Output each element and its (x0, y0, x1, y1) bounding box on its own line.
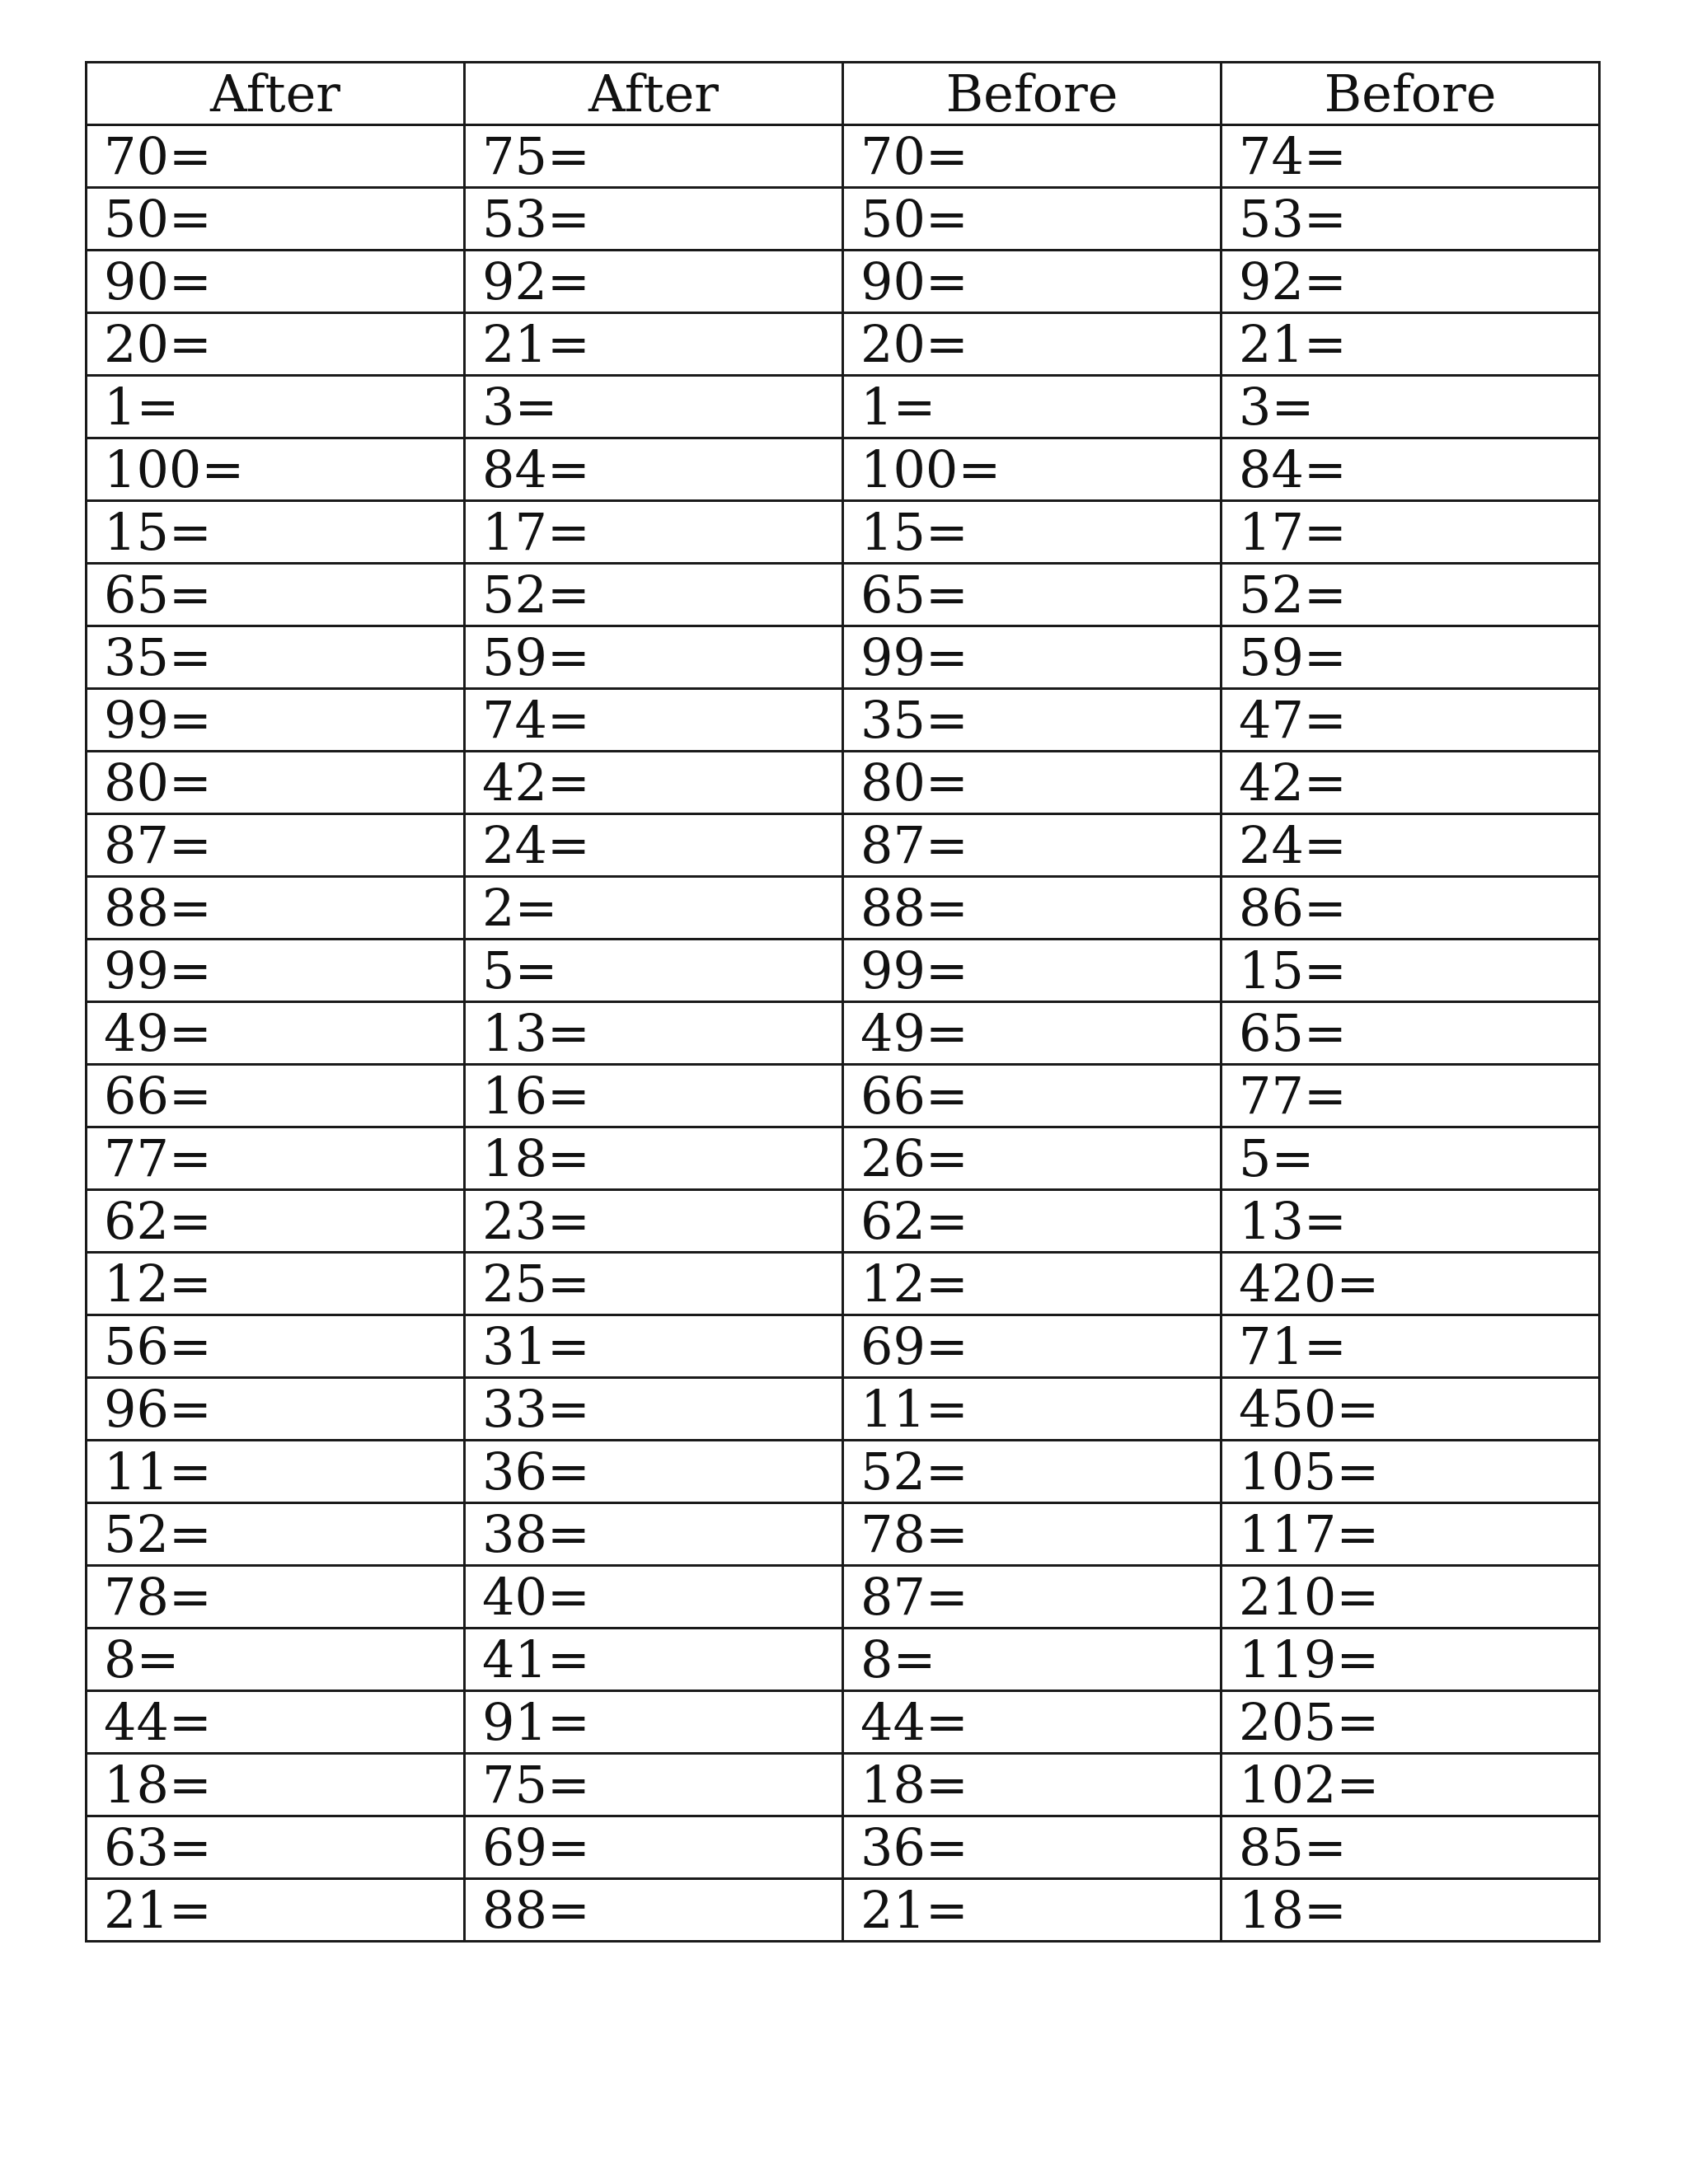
table-cell: 59= (465, 626, 843, 689)
table-cell: 86= (1221, 877, 1600, 940)
table-row (87, 940, 1600, 1002)
table-cell: 53= (465, 188, 843, 251)
table-cell: 65= (843, 564, 1221, 626)
table-cell: 450= (1221, 1378, 1600, 1441)
table-row (87, 188, 1600, 251)
table-cell: 66= (87, 1065, 465, 1127)
table-cell: 41= (465, 1629, 843, 1691)
table-cell: 8= (87, 1629, 465, 1691)
table-row (87, 1629, 1600, 1691)
table-cell: 50= (87, 188, 465, 251)
table-cell: 5= (465, 940, 843, 1002)
table-cell: 5= (1221, 1127, 1600, 1190)
table-cell: 100= (87, 438, 465, 501)
table-cell: 99= (87, 689, 465, 752)
table-cell: 210= (1221, 1566, 1600, 1629)
table-row (87, 814, 1600, 877)
table-cell: 100= (843, 438, 1221, 501)
table-cell: 24= (1221, 814, 1600, 877)
table-cell: 74= (465, 689, 843, 752)
table-cell: 26= (843, 1127, 1221, 1190)
table-cell: 36= (465, 1441, 843, 1503)
table-row (87, 1816, 1600, 1879)
table-cell: 96= (87, 1378, 465, 1441)
table-cell: 71= (1221, 1315, 1600, 1378)
table-cell: 63= (87, 1816, 465, 1879)
table-cell: 23= (465, 1190, 843, 1253)
table-row (87, 689, 1600, 752)
table-cell: 12= (87, 1253, 465, 1315)
table-row (87, 1190, 1600, 1253)
table-cell: 18= (87, 1754, 465, 1816)
table-row (87, 1315, 1600, 1378)
table-cell: 20= (87, 313, 465, 376)
table-cell: 50= (843, 188, 1221, 251)
table-header (87, 63, 1600, 125)
table-cell: 90= (843, 251, 1221, 313)
table-cell: 87= (843, 1566, 1221, 1629)
table-cell: 38= (465, 1503, 843, 1566)
table-cell: 47= (1221, 689, 1600, 752)
table-cell: 17= (1221, 501, 1600, 564)
table-cell: 84= (1221, 438, 1600, 501)
table-cell: 74= (1221, 125, 1600, 188)
table-cell: 70= (843, 125, 1221, 188)
table-cell: 90= (87, 251, 465, 313)
table-row (87, 1691, 1600, 1754)
table-row (87, 1566, 1600, 1629)
table-row (87, 1065, 1600, 1127)
column-header: After (465, 63, 843, 125)
table-cell: 49= (87, 1002, 465, 1065)
table-cell: 78= (87, 1566, 465, 1629)
table-cell: 21= (87, 1879, 465, 1942)
table-cell: 3= (465, 376, 843, 438)
table-body (87, 125, 1600, 1942)
table-cell: 36= (843, 1816, 1221, 1879)
table-cell: 42= (1221, 752, 1600, 814)
table-cell: 40= (465, 1566, 843, 1629)
table-cell: 18= (1221, 1879, 1600, 1942)
table-row (87, 1754, 1600, 1816)
table-cell: 49= (843, 1002, 1221, 1065)
table-cell: 77= (87, 1127, 465, 1190)
table-cell: 1= (843, 376, 1221, 438)
table-cell: 80= (843, 752, 1221, 814)
table-row (87, 1441, 1600, 1503)
table-cell: 62= (843, 1190, 1221, 1253)
table-row (87, 313, 1600, 376)
table-cell: 84= (465, 438, 843, 501)
table-cell: 18= (843, 1754, 1221, 1816)
table-row (87, 1253, 1600, 1315)
table-row (87, 1002, 1600, 1065)
table-cell: 78= (843, 1503, 1221, 1566)
column-header: Before (1221, 63, 1600, 125)
table-cell: 56= (87, 1315, 465, 1378)
table-row (87, 251, 1600, 313)
table-cell: 65= (87, 564, 465, 626)
table-row (87, 501, 1600, 564)
table-cell: 35= (87, 626, 465, 689)
table-cell: 17= (465, 501, 843, 564)
column-header: Before (843, 63, 1221, 125)
table-cell: 119= (1221, 1629, 1600, 1691)
table-row (87, 626, 1600, 689)
table-cell: 44= (843, 1691, 1221, 1754)
table-row (87, 877, 1600, 940)
table-cell: 25= (465, 1253, 843, 1315)
table-cell: 77= (1221, 1065, 1600, 1127)
table-cell: 11= (843, 1378, 1221, 1441)
table-cell: 24= (465, 814, 843, 877)
table-cell: 102= (1221, 1754, 1600, 1816)
table-cell: 20= (843, 313, 1221, 376)
table-cell: 21= (1221, 313, 1600, 376)
table-cell: 91= (465, 1691, 843, 1754)
table-cell: 85= (1221, 1816, 1600, 1879)
table-row (87, 376, 1600, 438)
column-header: After (87, 63, 465, 125)
table-cell: 87= (843, 814, 1221, 877)
table-cell: 3= (1221, 376, 1600, 438)
table-cell: 65= (1221, 1002, 1600, 1065)
worksheet (85, 61, 1601, 1943)
table-cell: 15= (843, 501, 1221, 564)
table-cell: 13= (1221, 1190, 1600, 1253)
table-cell: 1= (87, 376, 465, 438)
table-cell: 420= (1221, 1253, 1600, 1315)
table-cell: 11= (87, 1441, 465, 1503)
table-row (87, 564, 1600, 626)
table-cell: 44= (87, 1691, 465, 1754)
table-cell: 21= (843, 1879, 1221, 1942)
table-cell: 88= (87, 877, 465, 940)
table-cell: 205= (1221, 1691, 1600, 1754)
table-cell: 99= (843, 940, 1221, 1002)
table-cell: 12= (843, 1253, 1221, 1315)
table-cell: 52= (843, 1441, 1221, 1503)
header-row (87, 63, 1600, 125)
table-cell: 59= (1221, 626, 1600, 689)
table-cell: 33= (465, 1378, 843, 1441)
table-cell: 15= (87, 501, 465, 564)
table-cell: 92= (1221, 251, 1600, 313)
table-row (87, 125, 1600, 188)
table-cell: 8= (843, 1629, 1221, 1691)
table-cell: 87= (87, 814, 465, 877)
table-cell: 88= (843, 877, 1221, 940)
table-cell: 92= (465, 251, 843, 313)
table-row (87, 752, 1600, 814)
table-cell: 70= (87, 125, 465, 188)
table-cell: 42= (465, 752, 843, 814)
table-cell: 88= (465, 1879, 843, 1942)
table-cell: 13= (465, 1002, 843, 1065)
table-cell: 18= (465, 1127, 843, 1190)
before-after-table (85, 61, 1601, 1943)
table-cell: 35= (843, 689, 1221, 752)
table-cell: 2= (465, 877, 843, 940)
table-cell: 62= (87, 1190, 465, 1253)
table-cell: 31= (465, 1315, 843, 1378)
table-cell: 52= (1221, 564, 1600, 626)
table-row (87, 1879, 1600, 1942)
table-cell: 52= (87, 1503, 465, 1566)
table-cell: 21= (465, 313, 843, 376)
table-cell: 75= (465, 125, 843, 188)
table-cell: 66= (843, 1065, 1221, 1127)
table-cell: 52= (465, 564, 843, 626)
table-cell: 16= (465, 1065, 843, 1127)
table-row (87, 1127, 1600, 1190)
table-cell: 53= (1221, 188, 1600, 251)
table-cell: 80= (87, 752, 465, 814)
table-cell: 75= (465, 1754, 843, 1816)
table-cell: 105= (1221, 1441, 1600, 1503)
table-cell: 117= (1221, 1503, 1600, 1566)
table-cell: 69= (843, 1315, 1221, 1378)
table-row (87, 1378, 1600, 1441)
table-row (87, 438, 1600, 501)
table-row (87, 1503, 1600, 1566)
table-cell: 69= (465, 1816, 843, 1879)
table-cell: 99= (87, 940, 465, 1002)
table-cell: 15= (1221, 940, 1600, 1002)
table-cell: 99= (843, 626, 1221, 689)
